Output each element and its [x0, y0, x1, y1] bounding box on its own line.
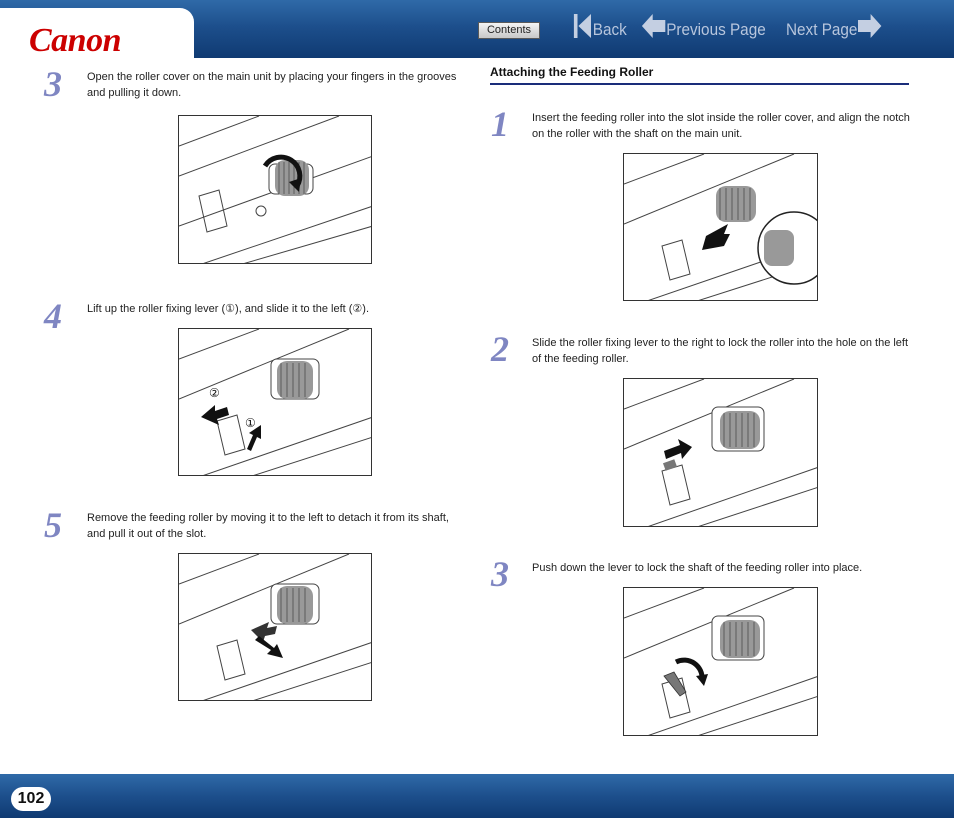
back-icon: [573, 13, 593, 48]
push-down-lever-illustration: [623, 587, 818, 736]
callout-two: ②: [209, 386, 220, 400]
step-number: 3: [44, 64, 62, 104]
step-number: 2: [491, 329, 509, 369]
canon-logo: Canon: [29, 22, 121, 59]
previous-page-label: Previous Page: [666, 20, 766, 39]
roller-cover-open-illustration: [178, 115, 372, 264]
arrow-left-icon: [641, 13, 666, 48]
footer-bar: [0, 774, 954, 818]
next-page-button[interactable]: [786, 16, 883, 44]
step-text: Open the roller cover on the main unit by placing your fingers in the grooves and pulling it down.: [87, 71, 457, 99]
step-text: Slide the roller fixing lever to the right to lock the roller into the hole on the left of the feeding roller.: [532, 337, 909, 365]
back-button[interactable]: [573, 16, 627, 44]
previous-page-button[interactable]: [641, 16, 766, 44]
step-number: 5: [44, 505, 62, 545]
remove-roller-illustration: [178, 553, 372, 701]
step-text: Remove the feeding roller by moving it to the left to detach it from its shaft, and pull it out of the slot.: [87, 512, 449, 540]
insert-roller-illustration: [623, 153, 818, 301]
step-number: 1: [491, 104, 509, 144]
step-number: 3: [491, 554, 509, 594]
callout-one: ①: [245, 416, 256, 430]
step-text: Lift up the roller fixing lever (①), and slide it to the left (②).: [87, 303, 370, 315]
step-number: 4: [44, 296, 62, 336]
section-title: Attaching the Feeding Roller: [490, 65, 909, 85]
step-text: Insert the feeding roller into the slot inside the roller cover, and align the notch on the roller with the shaft on the main unit.: [532, 112, 910, 140]
next-page-label: Next Page: [786, 20, 858, 39]
slide-lever-right-illustration: [623, 378, 818, 527]
back-label: Back: [592, 20, 627, 39]
logo-tab: [0, 8, 194, 58]
lift-lever-illustration: [178, 328, 372, 476]
page-number: 102: [11, 787, 51, 811]
step-text: Push down the lever to lock the shaft of the feeding roller into place.: [532, 562, 863, 574]
contents-button[interactable]: Contents: [478, 22, 540, 39]
arrow-right-icon: [857, 13, 882, 48]
